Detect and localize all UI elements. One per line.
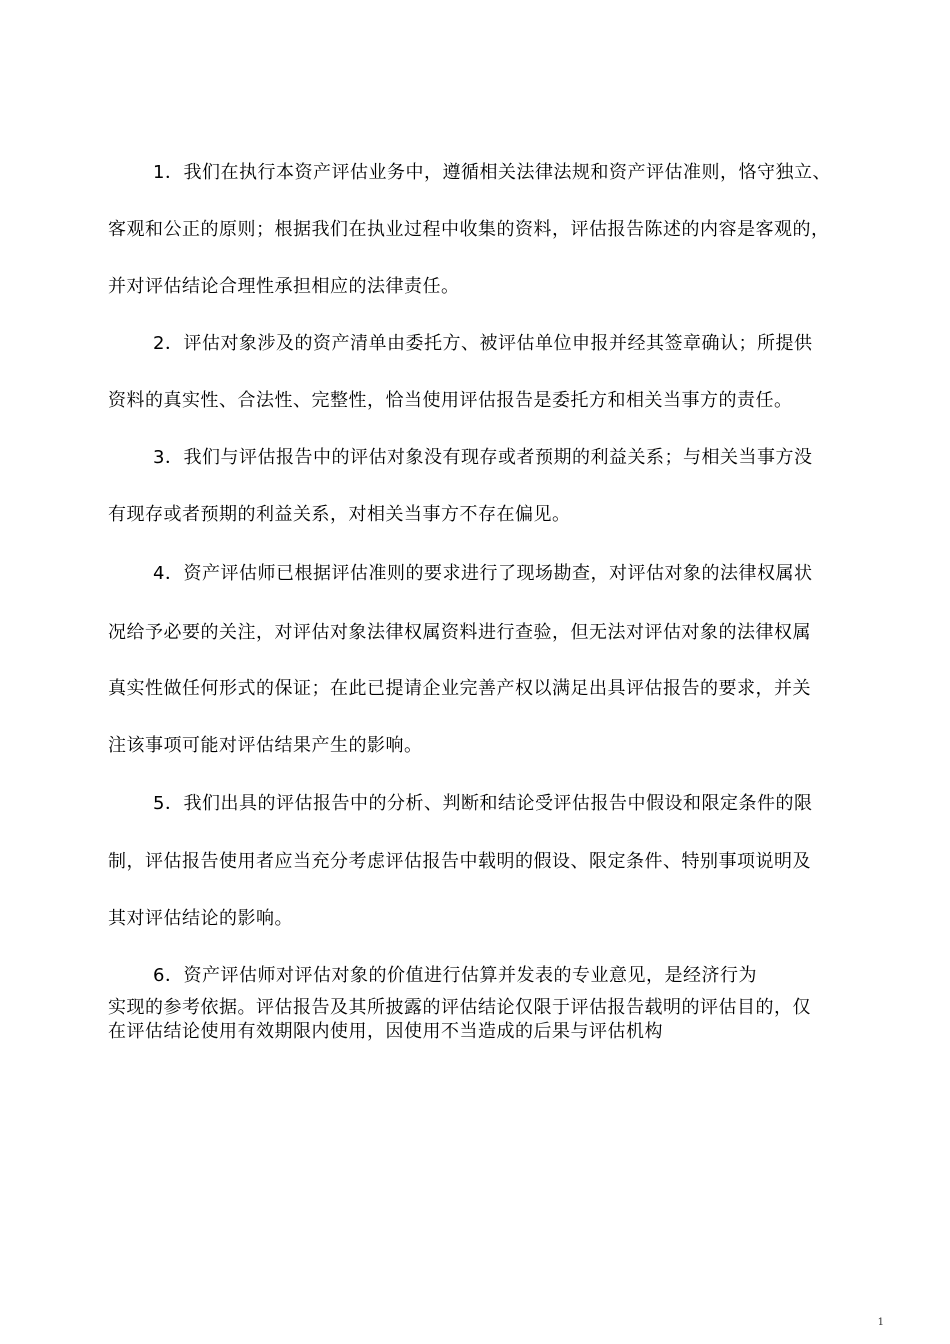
paragraph-6-line-3: 在评估结论使用有效期限内使用，因使用不当造成的后果与评估机构 xyxy=(108,1021,663,1042)
paragraph-1-line-3: 并对评估结论合理性承担相应的法律责任。 xyxy=(108,276,460,297)
paragraph-3-line-1: 3．我们与评估报告中的评估对象没有现存或者预期的利益关系；与相关当事方没 xyxy=(153,447,813,468)
page-number: 1 xyxy=(877,1317,884,1328)
paragraph-6-line-1: 6．资产评估师对评估对象的价值进行估算并发表的专业意见，是经济行为 xyxy=(153,965,757,986)
paragraph-4-line-4: 注该事项可能对评估结果产生的影响。 xyxy=(108,735,423,756)
paragraph-6-line-2: 实现的参考依据。评估报告及其所披露的评估结论仅限于评估报告载明的评估目的，仅 xyxy=(108,997,811,1018)
paragraph-5-line-1: 5．我们出具的评估报告中的分析、判断和结论受评估报告中假设和限定条件的限 xyxy=(153,793,813,814)
paragraph-4-line-3: 真实性做任何形式的保证；在此已提请企业完善产权以满足出具评估报告的要求，并关 xyxy=(108,678,811,699)
paragraph-5-line-2: 制，评估报告使用者应当充分考虑评估报告中载明的假设、限定条件、特别事项说明及 xyxy=(108,851,811,872)
paragraph-2-line-1: 2．评估对象涉及的资产清单由委托方、被评估单位申报并经其签章确认；所提供 xyxy=(153,333,813,354)
paragraph-4-line-1: 4．资产评估师已根据评估准则的要求进行了现场勘查，对评估对象的法律权属状 xyxy=(153,563,813,584)
paragraph-4-line-2: 况给予必要的关注，对评估对象法律权属资料进行查验，但无法对评估对象的法律权属 xyxy=(108,622,811,643)
paragraph-5-line-3: 其对评估结论的影响。 xyxy=(108,908,293,929)
paragraph-1-line-2: 客观和公正的原则；根据我们在执业过程中收集的资料，评估报告陈述的内容是客观的， xyxy=(108,219,830,240)
paragraph-1-line-1: 1．我们在执行本资产评估业务中，遵循相关法律法规和资产评估准则，恪守独立、 xyxy=(153,162,831,183)
paragraph-2-line-2: 资料的真实性、合法性、完整性，恰当使用评估报告是委托方和相关当事方的责任。 xyxy=(108,390,793,411)
paragraph-3-line-2: 有现存或者预期的利益关系，对相关当事方不存在偏见。 xyxy=(108,504,571,525)
